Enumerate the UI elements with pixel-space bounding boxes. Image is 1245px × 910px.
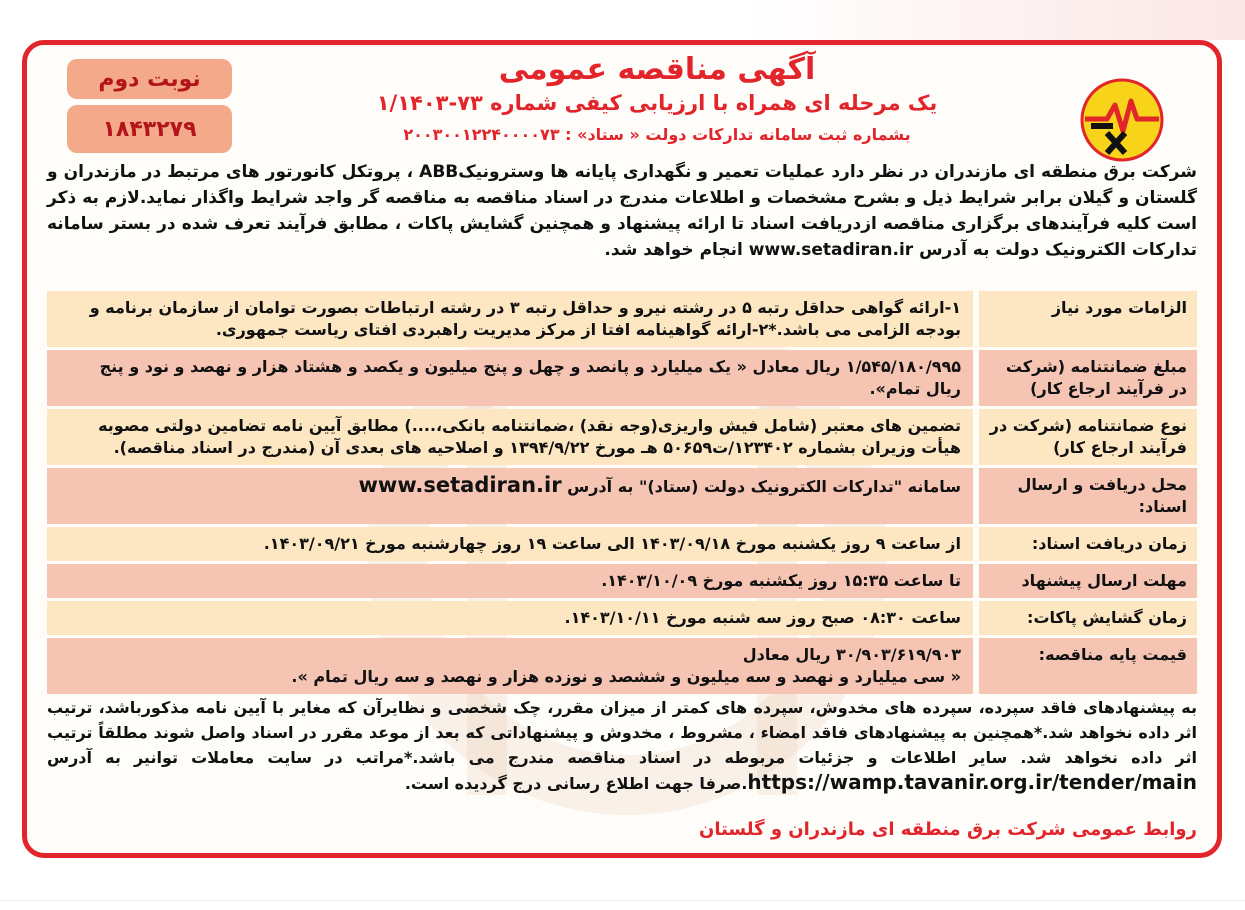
notice-code-badge: ۱۸۴۳۲۷۹ [67,105,232,153]
opening-label: زمان گشایش پاکات: [979,601,1197,635]
divider [0,900,1245,901]
table-row [47,291,1197,347]
deadline-label: مهلت ارسال پیشنهاد [979,564,1197,598]
table-row [47,564,1197,598]
location-text: سامانه "تدارکات الکترونیک دولت (ستاد)" به آدرس [567,477,961,496]
footer-url-link[interactable]: https://wamp.tavanir.org.ir/tender/main [747,770,1197,794]
base-price-label: قیمت پایه مناقصه: [979,638,1197,694]
guarantee-type-value: تضمین های معتبر (شامل فیش واریزی(وجه نقد) ،ضمانتنامه بانکی،....) مطابق آیین نامه تضامین دولتی مصوبه هیأت وزیران بشماره ۱۲۳۴۰۲/ت۵۰۶۵۹ هـ مورخ ۱۳۹۴/۹/۲۲ و اصلاحیه های بعدی آن (مندرج در اسناد مناقصه). [47,409,973,465]
signature: روابط عمومی شرکت برق منطقه ای مازندران و گلستان [698,819,1197,840]
deadline-value: تا ساعت ۱۵:۳۵ روز یکشنبه مورخ ۱۴۰۳/۱۰/۰۹. [47,564,973,598]
intro-part1: شرکت برق منطقه ای مازندران در نظر دارد عملیات تعمیر و نگهداری پایانه ها وسترونیک [458,162,1198,182]
receive-time-value: از ساعت ۹ روز یکشنبه مورخ ۱۴۰۳/۰۹/۱۸ الی ساعت ۱۹ روز چهارشنبه مورخ ۱۴۰۳/۰۹/۲۱. [47,527,973,561]
opening-value: ساعت ۰۸:۳۰ صبح روز سه شنبه مورخ ۱۴۰۳/۱۰/۱۱. [47,601,973,635]
intro-part3: انجام خواهد شد. [604,240,743,260]
location-url-link[interactable]: www.setadiran.ir [358,473,562,497]
tavanir-logo-icon [1077,75,1167,165]
table-row [47,601,1197,635]
intro-part2: ، پروتکل کانورتور های مرتبط در مازندران و گلستان و گیلان برابر شرایط ذیل و بشرح مشخصات و اطلاعات مندرج در اسناد مناقصه به مناقصه گر واجد شرایط واگذار نماید.لازم به ذکر است کلیه فرآیندهای برگزاری مناقصه ازدریافت اسناد تا ارائه پیشنهاد و همچنین گشایش پاکات ، مطابق فرآیند تعرف شده در بستر سامانه تدارکات الکترونیک دولت به آدرس [47,162,1197,260]
guarantee-type-label: نوع ضمانتنامه (شرکت در فرآیند ارجاع کار) [979,409,1197,465]
intro-paragraph [47,159,1197,263]
tender-subtitle: یک مرحله ای همراه با ارزیابی کیفی شماره ۷۳-۱/۱۴۰۳ [376,91,938,115]
footer-suffix: .صرفا جهت اطلاع رسانی درج گردیده است. [404,774,748,793]
base-price-number: ۳۰/۹۰۳/۶۱۹/۹۰۳ ریال معادل [742,645,961,664]
requirements-value: ۱-ارائه گواهی حداقل رتبه ۵ در رشته نیرو و حداقل رتبه ۳ در رشته ارتباطات بصورت توامان از سازمان برنامه و بودجه الزامی می باشد.*۲-ارائه گواهینامه افتا از مرکز مدیریت راهبردی افتای ریاست جمهوری. [47,291,973,347]
table-row [47,350,1197,406]
publication-round-badge: نوبت دوم [67,59,232,99]
table-row [47,468,1197,524]
base-price-value [47,638,973,694]
intro-url-link[interactable]: www.setadiran.ir [748,240,914,260]
table-row [47,409,1197,465]
top-background [0,0,1245,40]
location-value [47,468,973,524]
page-title: آگهی مناقصه عمومی [498,52,816,87]
intro-brand: ABB [419,162,459,182]
footer-text: به پیشنهادهای فاقد سپرده، سپرده های مخدوش، سپرده های کمتر از میزان مقرر، چک شخصی و نظایرآن که مغایر با آیین نامه مذکورباشد، ترتیب اثر داده نخواهد شد.*همچنین به پیشنهادهای فاقد امضاء ، مشروط ، مخدوش و پیشنهاداتی که بعد از موعد مقرر در اسناد واصل شوند مطلقاً ترتیب اثر داده نخواهد شد. سایر اطلاعات و جزئیات مربوطه در اسناد مناقصه مندرج می باشد.*مراتب در سایت معاملات توانیر به آدرس [47,698,1197,767]
guarantee-amount-label: مبلغ ضمانتنامه (شرکت در فرآیند ارجاع کار) [979,350,1197,406]
requirements-label: الزامات مورد نیاز [979,291,1197,347]
registration-number: بشماره ثبت سامانه تدارکات دولت « ستاد» : ۲۰۰۳۰۰۱۲۲۴۰۰۰۰۷۳ [403,125,911,144]
footer-paragraph [47,695,1197,796]
guarantee-amount-value: ۱/۵۴۵/۱۸۰/۹۹۵ ریال معادل « یک میلیارد و پانصد و چهل و پنج میلیون و یکصد و هشتاد هزار و نهصد و نود و پنج ریال تمام». [47,350,973,406]
table-row [47,638,1197,694]
announcement-frame [22,40,1222,858]
location-label: محل دریافت و ارسال اسناد: [979,468,1197,524]
receive-time-label: زمان دریافت اسناد: [979,527,1197,561]
tender-details-table [47,291,1197,697]
table-row [47,527,1197,561]
base-price-words: « سی میلیارد و نهصد و سه میلیون و ششصد و نوزده هزار و نهصد و سه ریال تمام ». [291,667,961,686]
